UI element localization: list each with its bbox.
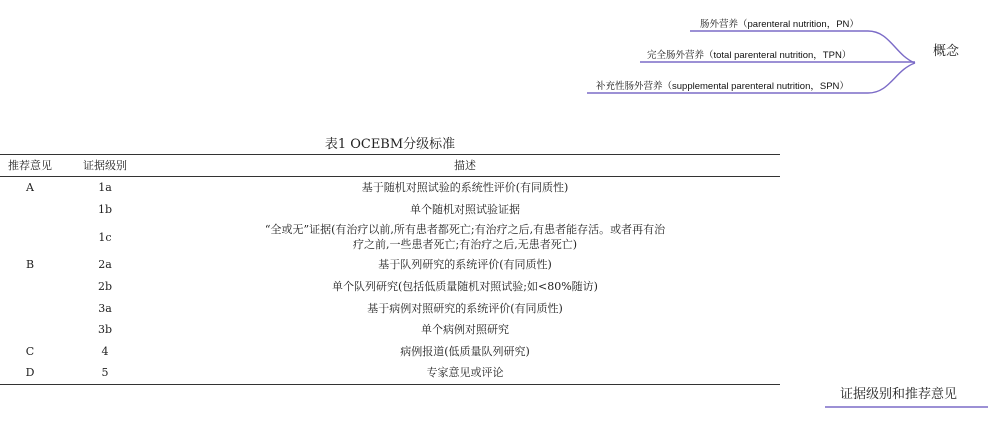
cell-evidence-level: 4 bbox=[101, 344, 109, 358]
cell-evidence-level: 2a bbox=[98, 258, 112, 272]
cell-recommendation bbox=[0, 199, 60, 221]
cell-recommendation: A bbox=[26, 181, 34, 195]
cell-recommendation bbox=[0, 297, 60, 319]
cell-description: 基于随机对照试验的系统性评价(有同质性) bbox=[361, 181, 569, 195]
table-row bbox=[0, 254, 780, 276]
cell-recommendation: C bbox=[25, 344, 35, 358]
cell-recommendation: B bbox=[25, 258, 35, 272]
table-row bbox=[0, 177, 780, 199]
table-row bbox=[0, 297, 780, 319]
cell-recommendation: D bbox=[0, 362, 60, 384]
cell-evidence-level: 1c bbox=[98, 230, 112, 244]
mindmap-item-tpn[interactable]: 完全肠外营养（total parenteral nutrition，TPN） bbox=[647, 50, 852, 61]
mindmap-item-spn[interactable]: 补充性肠外营养（supplemental parenteral nutrition，SPN） bbox=[596, 81, 849, 92]
mindmap-node-concept[interactable]: 概念 bbox=[933, 43, 960, 58]
cell-description: 单个队列研究(包括低质量随机对照试验;如<80%随访) bbox=[332, 280, 598, 294]
cell-description: 病例报道(低质量队列研究) bbox=[400, 344, 530, 358]
table-row bbox=[0, 341, 780, 363]
mindmap-item-pn[interactable]: 肠外营养（parenteral nutrition，PN） bbox=[700, 19, 859, 30]
cell-evidence-level: 5 bbox=[60, 362, 150, 384]
cell-recommendation bbox=[0, 220, 60, 254]
table-header-row bbox=[0, 155, 780, 177]
table-row bbox=[0, 220, 780, 254]
cell-evidence-level: 1a bbox=[98, 181, 112, 195]
header-description: 描述 bbox=[150, 155, 780, 177]
cell-description: 单个随机对照试验证据 bbox=[410, 202, 520, 216]
cell-description: 专家意见或评论 bbox=[150, 362, 780, 384]
header-evidence-level: 证据级别 bbox=[60, 155, 150, 177]
cell-description: 基于病例对照研究的系统评价(有同质性) bbox=[367, 301, 563, 315]
cell-recommendation bbox=[0, 276, 60, 298]
cell-evidence-level: 3a bbox=[98, 301, 112, 315]
table-row bbox=[0, 319, 780, 341]
cell-description: 单个病例对照研究 bbox=[421, 323, 509, 337]
header-recommendation: 推荐意见 bbox=[0, 155, 60, 177]
cell-description: “全或无”证据(有治疗以前,所有患者都死亡;有治疗之后,有患者能存活。或者再有治疗之前,一些患者死亡;有治疗之后,无患者死亡) bbox=[264, 223, 666, 252]
cell-description: 基于队列研究的系统评价(有同质性) bbox=[378, 258, 552, 272]
table-caption: 表1 OCEBM分级标准 bbox=[324, 137, 456, 152]
mindmap-node-evidence[interactable]: 证据级别和推荐意见 bbox=[840, 386, 958, 401]
cell-evidence-level: 3b bbox=[97, 323, 113, 337]
table-row bbox=[0, 276, 780, 298]
table-row bbox=[0, 199, 780, 221]
ocebm-table bbox=[0, 154, 780, 385]
table-row bbox=[0, 362, 780, 384]
cell-evidence-level: 2b bbox=[97, 280, 113, 294]
cell-recommendation bbox=[0, 319, 60, 341]
cell-evidence-level: 1b bbox=[97, 202, 113, 216]
